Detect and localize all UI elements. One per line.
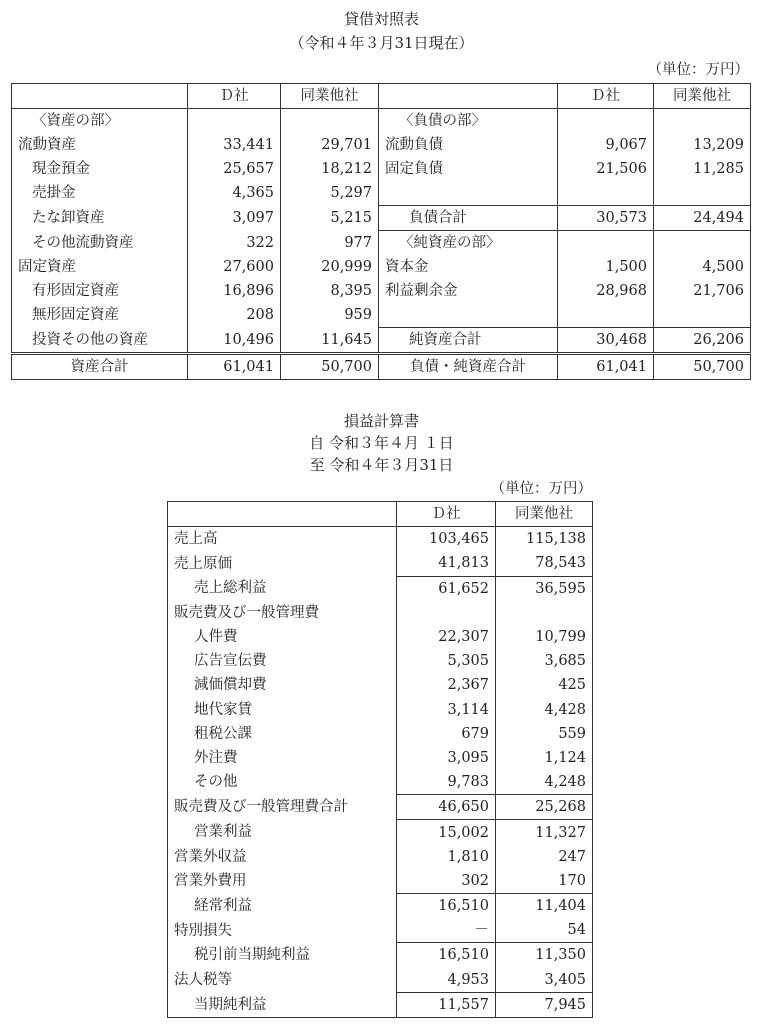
pl-row [168, 795, 593, 820]
pl-col-d: Ｄ社 [397, 502, 496, 527]
bs-value: 21,506 [558, 157, 654, 181]
bs-value: 9,067 [558, 133, 654, 157]
pl-value [496, 601, 593, 625]
pl-label: その他 [194, 774, 238, 791]
pl-value: 10,799 [496, 625, 593, 649]
pl-header-row [168, 502, 593, 527]
pl-value: 3,114 [397, 698, 496, 722]
pl-value: 2,367 [397, 673, 496, 697]
pl-value: 25,268 [496, 795, 593, 820]
pl-value: 61,652 [397, 576, 496, 601]
bs-value: 16,896 [188, 279, 281, 303]
liabilities-section-label: 〈負債の部〉 [379, 109, 558, 134]
grand-total-label: 負債・純資産合計 [379, 354, 558, 380]
pl-value: 103,465 [397, 527, 496, 552]
pl-label: 地代家賃 [194, 701, 252, 718]
pl-col-other: 同業他社 [496, 502, 593, 527]
pl-value: 16,510 [397, 943, 496, 968]
bs-value: 4,500 [654, 255, 751, 279]
pl-row [168, 576, 593, 601]
balance-sheet-title: 貸借対照表 [343, 10, 419, 28]
bs-row [12, 279, 751, 303]
pl-row [168, 551, 593, 576]
bs-row [12, 206, 751, 231]
pl-value: 679 [397, 722, 496, 746]
bs-label: 利益剰余金 [379, 279, 558, 303]
bs-label: 固定資産 [18, 259, 76, 275]
income-statement-unit: （単位：万円） [490, 481, 592, 497]
bs-value: 21,706 [654, 279, 751, 303]
pl-label: 販売費及び一般管理費合計 [174, 799, 348, 816]
pl-row [168, 820, 593, 845]
pl-label: 当期純利益 [194, 996, 267, 1013]
pl-value: 41,813 [397, 551, 496, 576]
pl-row [168, 698, 593, 722]
pl-value: 4,428 [496, 698, 593, 722]
bs-value: 959 [281, 303, 379, 328]
pl-label: 特別損失 [174, 922, 232, 939]
pl-label: 営業外収益 [174, 848, 247, 865]
bs-value: 18,212 [281, 157, 379, 181]
bs-label: 流動負債 [379, 133, 558, 157]
pl-label: 売上総利益 [194, 580, 267, 597]
pl-value: 302 [397, 869, 496, 894]
bs-label: 現金預金 [32, 161, 90, 177]
pl-row [168, 869, 593, 894]
assets-total-label: 資産合計 [12, 354, 188, 380]
bs-col-d: Ｄ社 [188, 84, 281, 109]
assets-total-d: 61,041 [188, 354, 281, 380]
bs-row [12, 231, 751, 256]
bs-row [12, 157, 751, 181]
pl-row [168, 673, 593, 697]
pl-value: 247 [496, 845, 593, 869]
bs-value: 10,496 [188, 328, 281, 354]
liabilities-total-d: 30,573 [558, 206, 654, 231]
pl-value: 3,095 [397, 746, 496, 770]
equity-section-label: 〈純資産の部〉 [379, 231, 558, 256]
liabilities-total-label: 負債合計 [379, 206, 558, 231]
pl-header-blank [168, 502, 397, 527]
equity-total-d: 30,468 [558, 328, 654, 354]
pl-label: 販売費及び一般管理費 [174, 604, 319, 621]
pl-value: 54 [496, 918, 593, 943]
bs-value: 28,968 [558, 279, 654, 303]
equity-total-other: 26,206 [654, 328, 751, 354]
pl-label: 法人税等 [174, 971, 232, 988]
pl-value: 1,124 [496, 746, 593, 770]
bs-row [12, 133, 751, 157]
pl-value: 16,510 [397, 894, 496, 919]
bs-col-other-right: 同業他社 [654, 84, 751, 109]
pl-row [168, 894, 593, 919]
pl-label: 税引前当期純利益 [194, 947, 310, 964]
pl-label: 減価償却費 [194, 677, 267, 694]
income-statement-table [167, 501, 593, 1018]
bs-row [12, 181, 751, 206]
bs-value: 322 [188, 231, 281, 256]
bs-value: 33,441 [188, 133, 281, 157]
pl-label: 営業利益 [194, 824, 252, 841]
pl-value: 11,404 [496, 894, 593, 919]
pl-value: 9,783 [397, 770, 496, 795]
pl-row [168, 601, 593, 625]
pl-row [168, 746, 593, 770]
pl-value: 11,557 [397, 992, 496, 1017]
pl-value: 4,953 [397, 968, 496, 993]
pl-label: 広告宣伝費 [194, 653, 267, 670]
assets-section-label: 〈資産の部〉 [32, 113, 119, 129]
pl-value: － [397, 918, 496, 943]
bs-label: 有形固定資産 [32, 283, 119, 299]
pl-value: 46,650 [397, 795, 496, 820]
bs-label: 固定負債 [379, 157, 558, 181]
bs-label: 無形固定資産 [32, 307, 119, 324]
pl-value: 15,002 [397, 820, 496, 845]
balance-sheet-unit: （単位：万円） [647, 62, 749, 78]
pl-value: 5,305 [397, 649, 496, 673]
bs-label: 資本金 [379, 255, 558, 279]
bs-value: 5,297 [281, 181, 379, 206]
pl-label: 売上高 [174, 531, 218, 548]
pl-value: 7,945 [496, 992, 593, 1017]
pl-row [168, 625, 593, 649]
bs-row [12, 255, 751, 279]
pl-value: 170 [496, 869, 593, 894]
pl-label: 売上原価 [174, 555, 232, 572]
bs-header-blank [12, 84, 188, 109]
pl-label: 営業外費用 [174, 873, 247, 890]
bs-value: 3,097 [188, 206, 281, 231]
equity-total-label: 純資産合計 [379, 328, 558, 354]
bs-label: 売掛金 [32, 185, 76, 202]
bs-value: 8,395 [281, 279, 379, 303]
pl-row [168, 992, 593, 1017]
pl-row [168, 943, 593, 968]
pl-row [168, 968, 593, 993]
pl-row [168, 770, 593, 795]
bs-value: 1,500 [558, 255, 654, 279]
bs-label: その他流動資産 [32, 234, 134, 251]
pl-row [168, 527, 593, 552]
pl-row [168, 649, 593, 673]
pl-row [168, 918, 593, 943]
pl-value: 3,405 [496, 968, 593, 993]
pl-value: 425 [496, 673, 593, 697]
grand-total-d: 61,041 [558, 354, 654, 380]
bs-value: 13,209 [654, 133, 751, 157]
balance-sheet-table [11, 83, 751, 380]
bs-value: 5,215 [281, 206, 379, 231]
bs-label: たな卸資産 [32, 210, 105, 226]
bs-row [12, 328, 751, 354]
pl-value: 78,543 [496, 551, 593, 576]
bs-col-other: 同業他社 [281, 84, 379, 109]
pl-value: 11,350 [496, 943, 593, 968]
pl-label: 経常利益 [194, 897, 252, 914]
bs-col-d-right: Ｄ社 [558, 84, 654, 109]
bs-header-row [12, 84, 751, 109]
bs-value: 977 [281, 231, 379, 256]
pl-value: 11,327 [496, 820, 593, 845]
bs-row [12, 303, 751, 328]
income-statement-from: 自 令和３年４月 １日 [309, 434, 454, 452]
bs-label: 流動資産 [18, 137, 76, 153]
pl-value: 22,307 [397, 625, 496, 649]
balance-sheet-date: （令和４年３月31日現在） [289, 34, 474, 52]
pl-value: 559 [496, 722, 593, 746]
pl-row [168, 845, 593, 869]
pl-value: 3,685 [496, 649, 593, 673]
income-statement-to: 至 令和４年３月31日 [309, 456, 454, 474]
pl-value [397, 601, 496, 625]
income-statement-title: 損益計算書 [343, 412, 419, 430]
pl-label: 人件費 [194, 629, 238, 646]
bs-label: 投資その他の資産 [32, 331, 148, 348]
bs-value: 11,645 [281, 328, 379, 354]
grand-total-other: 50,700 [654, 354, 751, 380]
pl-value: 4,248 [496, 770, 593, 795]
bs-total-row [12, 354, 751, 380]
pl-value: 1,810 [397, 845, 496, 869]
bs-value: 20,999 [281, 255, 379, 279]
pl-value: 115,138 [496, 527, 593, 552]
pl-value: 36,595 [496, 576, 593, 601]
pl-label: 外注費 [194, 749, 238, 766]
bs-value: 29,701 [281, 133, 379, 157]
bs-value: 11,285 [654, 157, 751, 181]
bs-row [12, 109, 751, 134]
bs-value: 4,365 [188, 181, 281, 206]
bs-header-blank-right [379, 84, 558, 109]
bs-value: 25,657 [188, 157, 281, 181]
bs-value: 208 [188, 303, 281, 328]
bs-value: 27,600 [188, 255, 281, 279]
pl-label: 租税公課 [194, 725, 252, 742]
assets-total-other: 50,700 [281, 354, 379, 380]
liabilities-total-other: 24,494 [654, 206, 751, 231]
pl-row [168, 722, 593, 746]
